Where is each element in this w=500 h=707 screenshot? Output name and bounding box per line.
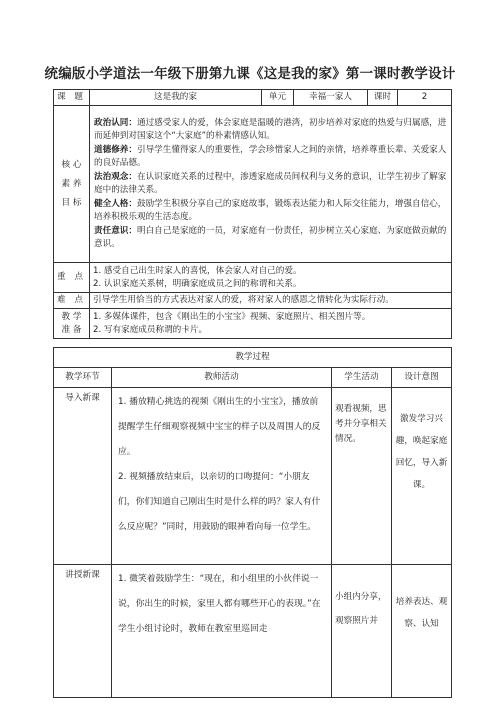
key-points: 1. 感受自己出生时家人的喜悦，体会家人对自己的爱。 2. 认识家庭关系树，明确家庭成员之间的称谓和关系。 <box>90 263 452 293</box>
unit-label: 单元 <box>262 90 294 106</box>
lesson-info-table <box>53 89 452 339</box>
stage-cell: 导入新课 <box>54 388 112 565</box>
literacy-item: 责任意识：明白自己是家庭的一员，对家庭有一份责任，初步树立关心家庭、为家庭做贡献的意识。 <box>94 226 447 249</box>
literacy-item: 法治观念：在认识家庭关系的过程中，渗透家庭成员间权利与义务的意识，让学生初步了解家庭中的法律关系。 <box>94 172 447 195</box>
process-title: 教学过程 <box>54 348 452 368</box>
stage-cell: 讲授新课 <box>54 565 112 698</box>
difficulty-text: 引导学生用恰当的方式表达对家人的爱，将对家人的感恩之情转化为实际行动。 <box>90 293 452 309</box>
teacher-activity: 1. 播放精心挑选的视频《刚出生的小宝宝》，播放前提醒学生仔细观察视频中宝宝的样子以及周围人的反应。 2. 视频播放结束后，以亲切的口吻提问：“小朋友们，你们知道自己刚出生时是什么样的吗？家人有什么反应呢？”同时，用鼓励的眼神看向每一位学生。 <box>112 388 332 565</box>
header-stage: 教学环节 <box>54 368 112 388</box>
literacy-item: 健全人格：鼓励学生积极分享自己的家庭故事，锻炼表达能力和人际交往能力，增强自信心，培养积极乐观的生活态度。 <box>94 199 447 222</box>
topic-label: 课 题 <box>54 90 90 106</box>
period-value: 2 <box>398 90 452 106</box>
prep-label: 教 学 准 备 <box>54 309 90 339</box>
unit-value: 幸福一家人 <box>294 90 368 106</box>
literacy-goals <box>90 106 452 263</box>
document-title: 统编版小学道法一年级下册第九课《这是我的家》第一课时教学设计 <box>44 66 456 82</box>
design-intent: 激发学习兴趣，唤起家庭回忆，导入新课。 <box>392 388 452 565</box>
header-teacher: 教师活动 <box>112 368 332 388</box>
prep-items: 1. 多媒体课件，包含《刚出生的小宝宝》视频、家庭照片、相关图片等。 2. 写有家庭成员称谓的卡片。 <box>90 309 452 339</box>
student-activity: 小组内分享，观察照片并 <box>332 565 392 698</box>
table-row <box>54 565 452 698</box>
student-activity: 观看视频，思考并分享相关情况。 <box>332 388 392 565</box>
header-student: 学生活动 <box>332 368 392 388</box>
header-intent: 设计意图 <box>392 368 452 388</box>
literacy-item: 道德修养：引导学生懂得家人的重要性，学会珍惜家人之间的亲情，培养尊重长辈、关爱家人的良好品德。 <box>94 145 447 168</box>
literacy-item: 政治认同：通过感受家人的爱，体会家庭是温暖的港湾，初步培养对家庭的热爱与归属感，进而延伸到对国家这个“大家庭”的朴素情感认知。 <box>94 118 447 141</box>
process-table <box>53 347 452 698</box>
design-intent: 培养表达、观察、认知 <box>392 565 452 698</box>
period-label: 课时 <box>368 90 398 106</box>
table-row <box>54 388 452 565</box>
literacy-label: 核 心 素 养 目 标 <box>54 106 90 263</box>
teacher-activity: 1. 微笑着鼓励学生：“现在，和小组里的小伙伴说一说，你出生的时候，家里人都有哪些开心的表现。”在学生小组讨论时，教师在教室里巡回走 <box>112 565 332 698</box>
difficulty-label: 难 点 <box>54 293 90 309</box>
topic-value: 这是我的家 <box>90 90 262 106</box>
key-points-label: 重 点 <box>54 263 90 293</box>
